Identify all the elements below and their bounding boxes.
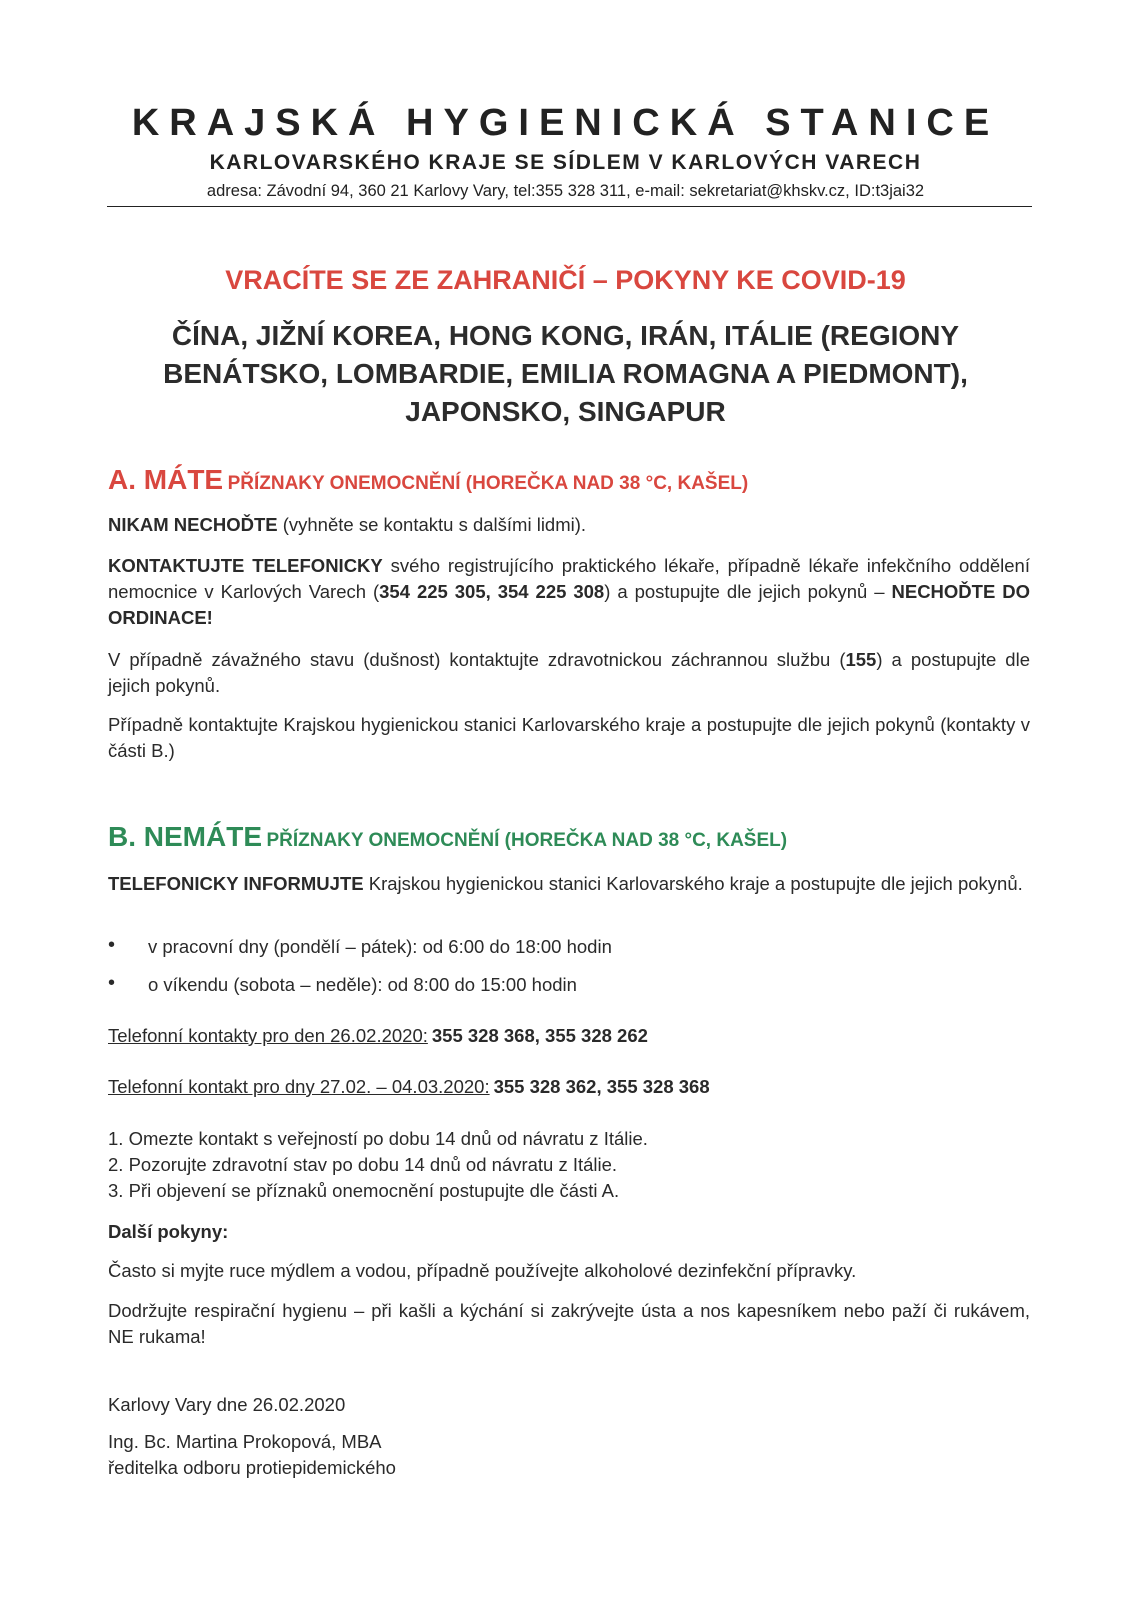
text: V případně závažného stavu (dušnost) kontaktujte zdravotnickou záchrannou službu ( — [108, 649, 846, 670]
emphasis: NIKAM NECHOĎTE — [108, 514, 278, 535]
text: (vyhněte se kontaktu s dalšími lidmi). — [277, 514, 587, 535]
text: ) a postupujte dle jejich pokynů. — [108, 649, 1030, 696]
further-instructions-heading: Další pokyny: — [108, 1221, 229, 1242]
section-a-heading-detail: PŘÍZNAKY ONEMOCNĚNÍ (HOREČKA NAD 38 °C, KAŠEL) — [227, 473, 749, 494]
country-list-line: JAPONSKO, SINGAPUR — [405, 396, 726, 427]
section-b-paragraph-1 — [108, 871, 1030, 897]
text: svého registrujícího praktického lékaře, případně lékaře infekčního oddělení nemocnice v Karlových Varech ( — [108, 555, 1030, 602]
organization-title: KRAJSKÁ HYGIENICKÁ STANICE — [131, 102, 1000, 144]
section-b-heading-main: B. NEMÁTE — [108, 821, 262, 852]
section-a-paragraph-4: Případně kontaktujte Krajskou hygienickou stanici Karlovarského kraje a postupujte dle jejich pokynů (kontakty v části B.) — [108, 714, 1030, 761]
section-a-heading-main: A. MÁTE — [108, 464, 224, 495]
country-list-line: BENÁTSKO, LOMBARDIE, EMILIA ROMAGNA A PIEDMONT), — [163, 358, 968, 389]
list-item: 3. Při objevení se příznaků onemocnění postupujte dle části A. — [108, 1180, 620, 1201]
text: ) a postupujte dle jejich pokynů – — [604, 581, 892, 602]
bullet-icon: • — [108, 972, 116, 994]
phone-contacts-day — [108, 1025, 648, 1047]
phone-contacts-label: Telefonní kontakt pro dny 27.02. – 04.03.2020: — [108, 1076, 490, 1097]
section-a-paragraph-1 — [108, 512, 1030, 538]
list-item: 2. Pozorujte zdravotní stav po dobu 14 dnů od návratu z Itálie. — [108, 1154, 618, 1175]
phone-contacts-period — [108, 1076, 710, 1098]
document-title: VRACÍTE SE ZE ZAHRANIČÍ – POKYNY KE COVID-19 — [225, 265, 906, 295]
place-and-date: Karlovy Vary dne 26.02.2020 — [108, 1394, 346, 1415]
emphasis: TELEFONICKY INFORMUJTE — [108, 873, 364, 894]
section-b-heading — [108, 821, 787, 853]
section-a-paragraph-2 — [108, 553, 1030, 631]
country-list — [0, 317, 1131, 431]
organization-address: adresa: Závodní 94, 360 21 Karlovy Vary, tel:355 328 311, e-mail: sekretariat@khskv.cz, ID:t3jai32 — [206, 182, 925, 200]
list-item: 1. Omezte kontakt s veřejností po dobu 14 dnů od návratu z Itálie. — [108, 1128, 648, 1149]
phone-contacts-numbers: 355 328 362, 355 328 368 — [493, 1076, 710, 1097]
phone-contacts-label: Telefonní kontakty pro den 26.02.2020: — [108, 1025, 428, 1046]
phone-numbers: 354 225 305, 354 225 308 — [379, 581, 605, 602]
further-instructions-paragraph: Dodržujte respirační hygienu – při kašli a kýchání si zakrývejte ústa a nos kapesníkem nebo paží či rukávem, NE rukama! — [108, 1300, 1030, 1347]
section-b-heading-detail: PŘÍZNAKY ONEMOCNĚNÍ (HOREČKA NAD 38 °C, KAŠEL) — [266, 830, 788, 851]
bullet-icon: • — [108, 934, 116, 956]
organization-subtitle: KARLOVARSKÉHO KRAJE SE SÍDLEM V KARLOVÝCH VARECH — [209, 151, 922, 174]
text: Krajskou hygienickou stanici Karlovarského kraje a postupujte dle jejich pokynů. — [363, 873, 1023, 894]
further-instructions-paragraph: Často si myjte ruce mýdlem a vodou, případně používejte alkoholové dezinfekční přípravky. — [108, 1260, 857, 1281]
list-item-text: o víkendu (sobota – neděle): od 8:00 do 15:00 hodin — [148, 974, 577, 995]
header-divider — [107, 206, 1032, 207]
country-list-line: ČÍNA, JIŽNÍ KOREA, HONG KONG, IRÁN, ITÁLIE (REGIONY — [171, 320, 960, 351]
emphasis: KONTAKTUJTE TELEFONICKY — [108, 555, 383, 576]
numbered-list — [108, 1126, 648, 1204]
list-item-text: v pracovní dny (pondělí – pátek): od 6:00 do 18:00 hodin — [148, 936, 612, 957]
emphasis: NECHOĎTE DO ORDINACE! — [108, 581, 1031, 628]
signatory-role: ředitelka odboru protiepidemického — [108, 1457, 396, 1478]
phone-contacts-numbers: 355 328 368, 355 328 262 — [431, 1025, 648, 1046]
emergency-number: 155 — [845, 649, 877, 670]
section-a-paragraph-3 — [108, 647, 1030, 699]
signatory-name: Ing. Bc. Martina Prokopová, MBA — [108, 1431, 382, 1452]
section-a-heading — [108, 464, 748, 496]
